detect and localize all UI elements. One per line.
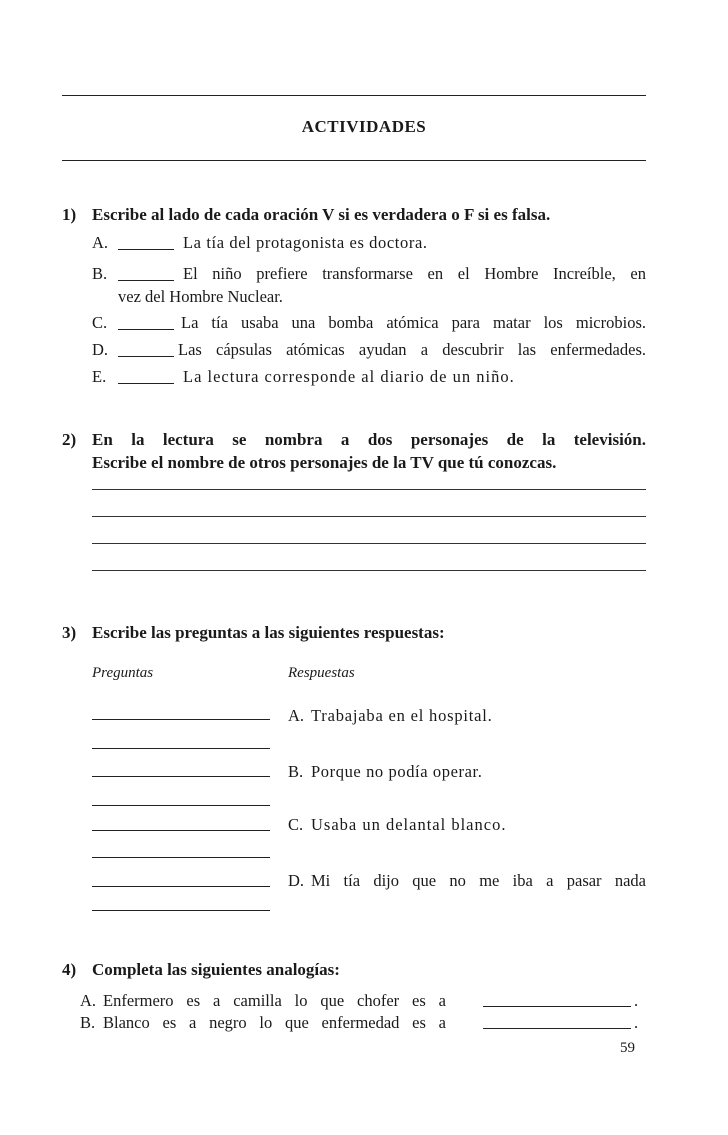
q3-answer-d-letter: D.: [288, 871, 305, 890]
q3-question-a-line-1[interactable]: [92, 719, 270, 720]
q1-item-b-letter: B.: [92, 264, 108, 283]
top-rule: [62, 95, 646, 96]
q3-question-b-line-2[interactable]: [92, 805, 270, 806]
question-2-number: 2): [62, 430, 77, 449]
q3-question-a-line-2[interactable]: [92, 748, 270, 749]
question-4-prompt: Completa las siguientes analogías:: [92, 960, 340, 979]
q4-item-b-letter: B.: [80, 1013, 96, 1032]
q3-question-c-line-1[interactable]: [92, 830, 270, 831]
q4-item-a-letter: A.: [80, 991, 97, 1010]
question-3-prompt: Escribe las preguntas a las siguientes respuestas:: [92, 623, 445, 642]
q4-item-b-text: Blanco es a negro lo que enfermedad es a: [103, 1013, 446, 1032]
respuestas-column-header: Respuestas: [288, 665, 355, 681]
q4-item-b-answer-blank[interactable]: [483, 1028, 631, 1029]
page-title: ACTIVIDADES: [301, 117, 427, 136]
q1-item-b-answer-blank[interactable]: [118, 280, 174, 281]
q3-answer-a-letter: A.: [288, 706, 305, 725]
q4-item-a-answer-blank[interactable]: [483, 1006, 631, 1007]
q4-item-b-end: .: [634, 1013, 639, 1032]
title-rule: [62, 160, 646, 161]
q4-item-a-end: .: [634, 991, 639, 1010]
q1-item-c-letter: C.: [92, 313, 108, 332]
q3-answer-c-letter: C.: [288, 815, 304, 834]
q3-question-d-line-2[interactable]: [92, 910, 270, 911]
q1-item-a-answer-blank[interactable]: [118, 249, 174, 250]
q1-item-c-text: La tía usaba una bomba atómica para matar los microbios.: [181, 313, 646, 332]
q1-item-d-letter: D.: [92, 340, 109, 359]
q1-item-e-letter: E.: [92, 367, 107, 386]
q3-answer-b-text: Porque no podía operar.: [311, 762, 483, 781]
q2-answer-line-3[interactable]: [92, 543, 646, 544]
q3-question-d-line-1[interactable]: [92, 886, 270, 887]
question-1-number: 1): [62, 205, 77, 224]
q1-item-b-text: El niño prefiere transformarse en el Hombre Increíble, en: [183, 264, 646, 283]
question-3-number: 3): [62, 623, 77, 642]
q1-item-d-text: Las cápsulas atómicas ayudan a descubrir las enfermedades.: [178, 340, 646, 359]
question-2-line-1: En la lectura se nombra a dos personajes de la televisión.: [92, 430, 646, 449]
q1-item-a-text: La tía del protagonista es doctora.: [183, 233, 428, 252]
q3-question-b-line-1[interactable]: [92, 776, 270, 777]
q3-answer-c-text: Usaba un delantal blanco.: [311, 815, 507, 834]
q3-answer-a-text: Trabajaba en el hospital.: [311, 706, 493, 725]
q2-answer-line-2[interactable]: [92, 516, 646, 517]
q3-answer-d-text: Mi tía dijo que no me iba a pasar nada: [311, 871, 646, 890]
q4-item-a-text: Enfermero es a camilla lo que chofer es a: [103, 991, 446, 1010]
q1-item-e-answer-blank[interactable]: [118, 383, 174, 384]
q1-item-d-answer-blank[interactable]: [118, 356, 174, 357]
question-4-number: 4): [62, 960, 77, 979]
q1-item-e-text: La lectura corresponde al diario de un niño.: [183, 367, 515, 386]
page-number: 59: [620, 1040, 635, 1056]
q2-answer-line-1[interactable]: [92, 489, 646, 490]
question-2-line-2: Escribe el nombre de otros personajes de la TV que tú conozcas.: [92, 453, 557, 472]
q2-answer-line-4[interactable]: [92, 570, 646, 571]
q1-item-c-answer-blank[interactable]: [118, 329, 174, 330]
q3-question-c-line-2[interactable]: [92, 857, 270, 858]
q1-item-b-text-continued: vez del Hombre Nuclear.: [118, 287, 283, 306]
question-1-prompt: Escribe al lado de cada oración V si es verdadera o F si es falsa.: [92, 205, 551, 224]
q1-item-a-letter: A.: [92, 233, 109, 252]
q3-answer-b-letter: B.: [288, 762, 304, 781]
preguntas-column-header: Preguntas: [92, 665, 154, 681]
